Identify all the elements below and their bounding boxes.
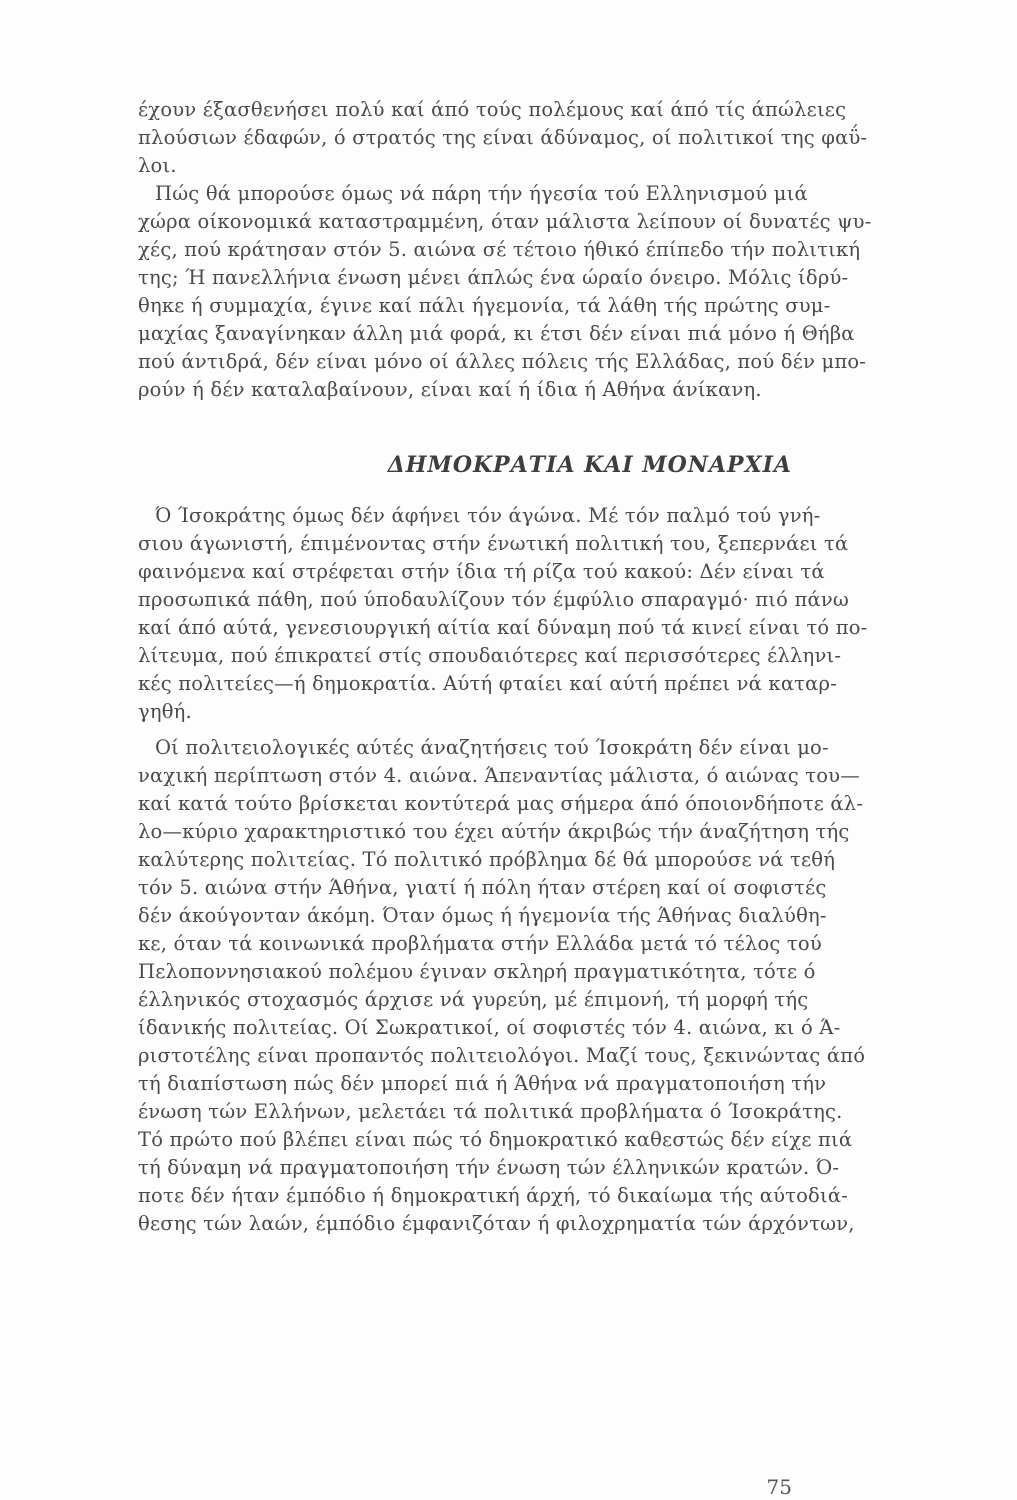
text-line: πλούσιων έδαφών, ό στρατός της είναι άδύναμος, οί πολιτικοί της φαΰ-	[138, 126, 868, 149]
page-number: 75	[766, 1475, 792, 1499]
section-heading: ΔΗΜΟΚΡΑΤΙΑ ΚΑΙ ΜΟΝΑΡΧΙΑ	[387, 452, 792, 478]
text-line: προσωπικά πάθη, πού ύποδαυλίζουν τόν έμφύλιο σπαραγμό· πιό πάνω	[138, 588, 849, 611]
text-line: τή διαπίστωση πώς δέν μπορεί πιά ή Άθήνα νά πραγματοποιήση τήν	[138, 1072, 827, 1095]
text-line: τή δύναμη νά πραγματοποιήση τήν ένωση τών έλληνικών κρατών. Ό-	[138, 1156, 840, 1179]
text-line: χώρα οίκονομικά καταστραμμένη, όταν μάλιστα λείπουν οί δυνατές ψυ-	[138, 210, 872, 233]
text-line: Τό πρώτο πού βλέπει είναι πώς τό δημοκρατικό καθεστώς δέν είχε πιά	[138, 1128, 853, 1151]
text-line: δέν άκούγονταν άκόμη. Όταν όμως ή ήγεμονία τής Άθήνας διαλύθη-	[138, 904, 827, 927]
text-line: Πώς θά μπορούσε όμως νά πάρη τήν ήγεσία τού Ελληνισμού μιά	[155, 182, 808, 205]
text-line: τόν 5. αιώνα στήν Άθήνα, γιατί ή πόλη ήταν στέρεη καί οί σοφιστές	[138, 876, 827, 899]
text-line: λίτευμα, πού έπικρατεί στίς σπουδαιότερες καί περισσότερες έλληνι-	[138, 644, 842, 667]
text-line: ίδανικής πολιτείας. Οί Σωκρατικοί, οί σοφιστές τόν 4. αιώνα, κι ό Ά-	[138, 1016, 841, 1039]
text-line: μαχίας ξαναγίνηκαν άλλη μιά φορά, κι έτσι δέν είναι πιά μόνο ή Θήβα	[138, 322, 855, 345]
text-line: της; Ή πανελλήνια ένωση μένει άπλώς ένα ώραίο όνειρο. Μόλις ίδρύ-	[138, 266, 849, 289]
text-line: ρούν ή δέν καταλαβαίνουν, είναι καί ή ίδια ή Αθήνα άνίκανη.	[138, 378, 762, 401]
text-line: κε, όταν τά κοινωνικά προβλήματα στήν Ελλάδα μετά τό τέλος τού	[138, 932, 822, 955]
text-line: ένωση τών Ελλήνων, μελετάει τά πολιτικά προβλήματα ό Ίσοκράτης.	[138, 1100, 843, 1123]
text-line: έλληνικός στοχασμός άρχισε νά γυρεύη, μέ έπιμονή, τή μορφή τής	[138, 988, 809, 1011]
text-line: Πελοποννησιακού πολέμου έγιναν σκληρή πραγματικότητα, τότε ό	[138, 960, 816, 983]
text-line: ποτε δέν ήταν έμπόδιο ή δημοκρατική άρχή, τό δικαίωμα τής αύτοδιά-	[138, 1184, 848, 1207]
text-line: γηθή.	[138, 700, 192, 723]
text-line: ναχική περίπτωση στόν 4. αιώνα. Άπεναντίας μάλιστα, ό αιώνας του—	[138, 764, 860, 787]
text-line: κές πολιτείες—ή δημοκρατία. Αύτή φταίει καί αύτή πρέπει νά καταρ-	[138, 672, 837, 695]
text-line: Οί πολιτειολογικές αύτές άναζητήσεις τού Ίσοκράτη δέν είναι μο-	[155, 736, 829, 759]
text-line: Ό Ίσοκράτης όμως δέν άφήνει τόν άγώνα. Μέ τόν παλμό τού γνή-	[155, 504, 821, 527]
text-line: φαινόμενα καί στρέφεται στήν ίδια τή ρίζα τού κακού: Δέν είναι τά	[138, 560, 825, 583]
text-line: θηκε ή συμμαχία, έγινε καί πάλι ήγεμονία, τά λάθη τής πρώτης συμ-	[138, 294, 831, 317]
text-line: λοι.	[138, 154, 177, 177]
text-line: ριστοτέλης είναι προπαντός πολιτειολόγοι. Μαζί τους, ξεκινώντας άπό	[138, 1044, 866, 1067]
text-line: λο—κύριο χαρακτηριστικό του έχει αύτήν άκριβώς τήν άναζήτηση τής	[138, 820, 850, 843]
text-line: σιου άγωνιστή, έπιμένοντας στήν ένωτική πολιτική του, ξεπερνάει τά	[138, 532, 849, 555]
text-line: έχουν έξασθενήσει πολύ καί άπό τούς πολέμους καί άπό τίς άπώλειες	[138, 98, 847, 121]
text-line: καί άπό αύτά, γενεσιουργική αίτία καί δύναμη πού τά κινεί είναι τό πο-	[138, 616, 868, 639]
text-line: καί κατά τούτο βρίσκεται κοντύτερά μας σήμερα άπό όποιονδήποτε άλ-	[138, 792, 864, 815]
text-line: θεσης τών λαών, έμπόδιο έμφανιζόταν ή φιλοχρηματία τών άρχόντων,	[138, 1212, 855, 1235]
text-line: χές, πού κράτησαν στόν 5. αιώνα σέ τέτοιο ήθικό έπίπεδο τήν πολιτική	[138, 238, 861, 261]
text-line: καλύτερης πολιτείας. Τό πολιτικό πρόβλημα δέ θά μπορούσε νά τεθή	[138, 848, 836, 871]
text-line: πού άντιδρά, δέν είναι μόνο οί άλλες πόλεις τής Ελλάδας, πού δέν μπο-	[138, 350, 867, 373]
